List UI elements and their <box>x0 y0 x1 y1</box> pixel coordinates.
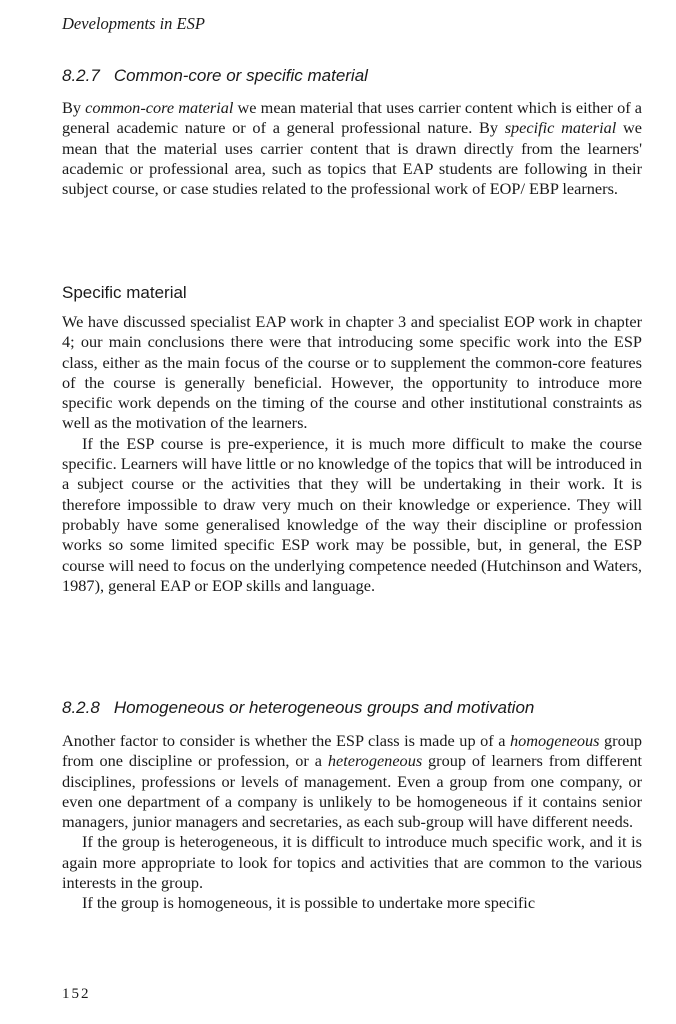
text-run: group of learners from different disciplines, professions or levels of management. Even a group from one company, or even one department of a company is unlikely to be homogeneous if it contains senior managers, junior managers and secretaries, as each sub-group will have different needs. <box>62 751 643 832</box>
paragraph: If the group is homogeneous, it is possible to undertake more specific <box>82 893 536 913</box>
page-number: 152 <box>62 986 91 1002</box>
text-run: group from one discipline or profession, or a <box>62 731 642 771</box>
section-8-2-8-body <box>62 731 642 914</box>
section-title: Homogeneous or heterogeneous groups and motivation <box>113 698 535 717</box>
section-8-2-7-intro <box>62 98 642 199</box>
emphasis-term: homogeneous <box>509 731 600 750</box>
paragraph <box>62 98 642 199</box>
emphasis-term: specific material <box>504 118 617 138</box>
paragraph: We have discussed specialist EAP work in chapter 3 and specialist EOP work in chapter 4; our main conclusions there were that introducing some specific work into the ESP class, either as the main focus of the course or to supplement the common-core features of the course is generally beneficial. However, the opportunity to introduce more specific work depends on the timing of the course and other institutional constraints as well as the motivation of the learners. <box>62 312 642 433</box>
paragraph: If the ESP course is pre-experience, it is much more difficult to make the course specific. Learners will have little or no knowledge of the topics that will be introduced in a subject course or the activities that they will be undertaking in their work. It is therefore impossible to draw very much on their knowledge or experience. They will probably have some generalised knowledge of the way their discipline or profession works so some limited specific ESP work may be possible, but, in general, the ESP course will need to focus on the underlying competence needed (Hutchinson and Waters, 1987), general EAP or EOP skills and language. <box>62 433 642 595</box>
section-title: Common-core or specific material <box>113 66 368 85</box>
paragraph <box>62 731 642 832</box>
section-number: 8.2.7 <box>62 66 100 85</box>
specific-material-body <box>62 312 642 596</box>
running-head: Developments in ESP <box>62 14 205 33</box>
section-number: 8.2.8 <box>62 698 100 717</box>
text-run: By <box>62 98 86 117</box>
text-run: Another factor to consider is whether the ESP class is made up of a <box>62 731 510 750</box>
emphasis-term: heterogeneous <box>327 751 423 771</box>
text-run: we mean material that uses carrier content which is either of a general academic nature or of a general professional nature. By <box>62 98 643 138</box>
section-heading-8-2-7 <box>62 66 368 86</box>
subheading-specific-material: Specific material <box>62 283 187 302</box>
emphasis-term: common-core material <box>85 98 234 117</box>
section-heading-8-2-8 <box>62 698 534 718</box>
paragraph: If the group is heterogeneous, it is difficult to introduce much specific work, and it is again more appropriate to look for topics and activities that are common to the various interests in the group. <box>62 832 642 893</box>
text-run: we mean that the material uses carrier content that is drawn directly from the learners' academic or professional area, such as topics that EAP students are following in their subject course, or case studies related to the professional work of EOP/ EBP learners. <box>62 118 642 199</box>
